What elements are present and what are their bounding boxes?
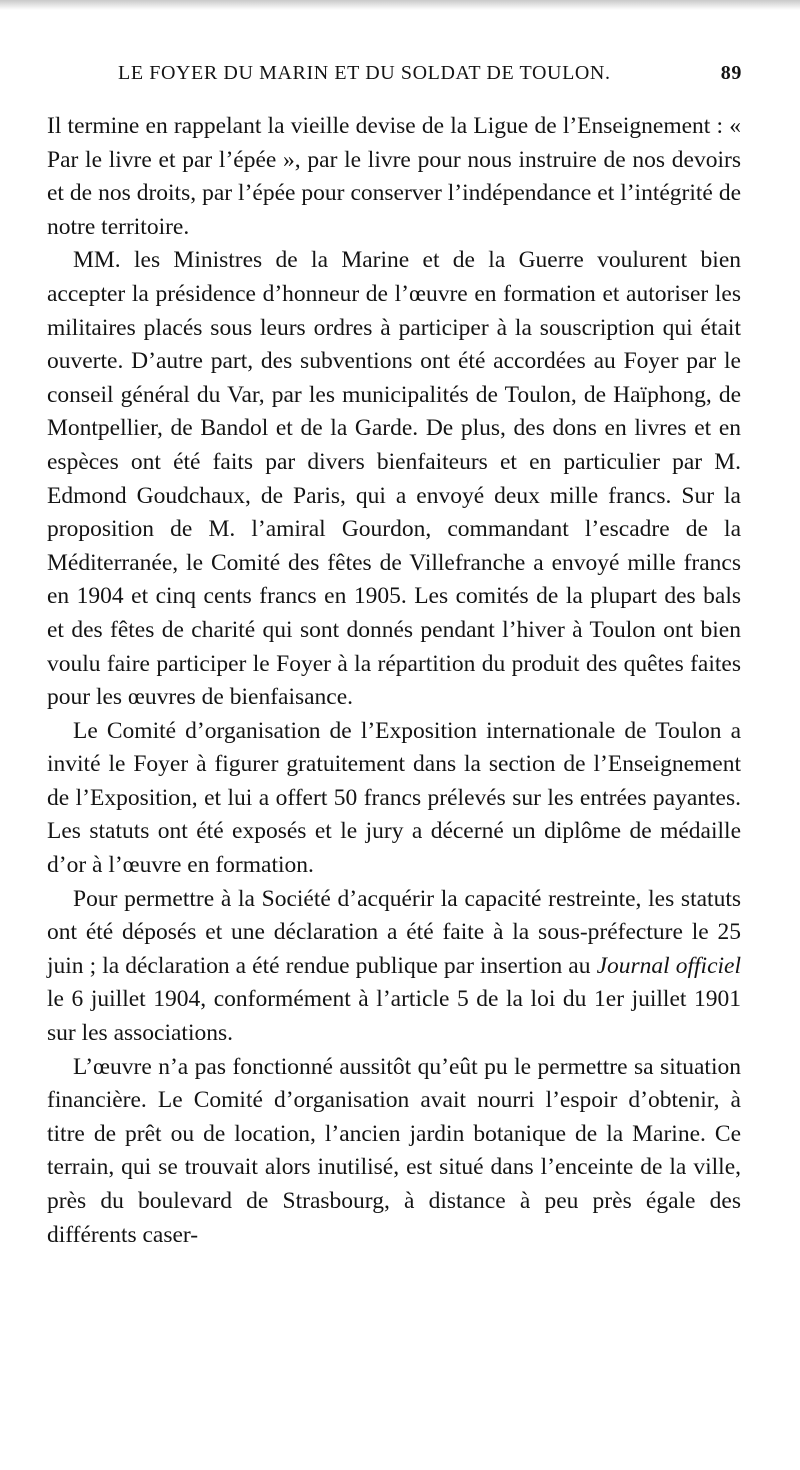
scan-shadow (0, 0, 800, 10)
paragraph-exposition: Le Comité d’organisation de l’Exposition internationale de Toulon a invité le Foyer à figurer gratuitement dans la section de l’Enseignement de l’Exposition, et lui a offert 50 francs prélevés sur les entrées payantes. Les statuts ont été exposés et le jury a décerné un diplôme de médaille d’or à l’œuvre en formation. (47, 717, 741, 879)
page-number: 89 (720, 62, 742, 84)
paragraph-subventions: MM. les Ministres de la Marine et de la Guerre voulurent bien accepter la présidence d’honneur de l’œuvre en formation et autoriser les militaires placés sous leurs ordres à participer à la souscription qui était ouverte. D’autre part, des subventions ont été accordées au Foyer par le conseil général du Var, par les municipalités de Toulon, de Haïphong, de Montpellier, de Bandol et de la Garde. De plus, des dons en livres et en espèces ont été faits par divers bienfaiteurs et en particulier par M. Edmond Goudchaux, de Paris, qui a envoyé deux mille francs. Sur la proposition de M. l’amiral Gourdon, commandant l’escadre de la Méditerranée, le Comité des fêtes de Villefranche a envoyé mille francs en 1904 et cinq cents francs en 1905. Les comités de la plupart des bals et des fêtes de charité qui sont donnés pendant l’hiver à Toulon ont bien voulu faire participer le Foyer à la répartition du produit des quêtes faites pour les œuvres de bienfaisance. (47, 247, 741, 711)
running-title: LE FOYER DU MARIN ET DU SOLDAT DE TOULON. (118, 62, 611, 84)
journal-officiel-title: Journal officiel (596, 952, 741, 979)
paragraph-declaration (47, 883, 741, 1051)
declaration-text-end: le 6 juillet 1904, conformément à l’article 5 de la loi du 1er juillet 1901 sur les associations. (47, 986, 741, 1047)
paragraph-jardin-botanique: L’œuvre n’a pas fonctionné aussitôt qu’eût pu le permettre sa situation financière. Le Comité d’organisation avait nourri l’espoir d’obtenir, à titre de prêt ou de location, l’ancien jardin botanique de la Marine. Ce terrain, qui se trouvait alors inutilisé, est situé dans l’enceinte de la ville, près du boulevard de Strasbourg, à distance à peu près égale des différents caser- (47, 1053, 741, 1248)
body-text (47, 110, 741, 1252)
running-header (118, 62, 742, 92)
paragraph-ligue-devise: Il termine en rappelant la vieille devise de la Ligue de l’Enseignement : « Par le livre et par l’épée », par le livre pour nous instruire de nos devoirs et de nos droits, par l’épée pour conserver l’indépendance et l’intégrité de notre territoire. (47, 113, 741, 240)
declaration-text-start: Pour permettre à la Société d’acquérir la capacité restreinte, les statuts ont été déposés et une déclaration a été faite à la sous-préfecture le 25 juin ; la déclaration a été rendue publique par insertion au (47, 885, 741, 979)
